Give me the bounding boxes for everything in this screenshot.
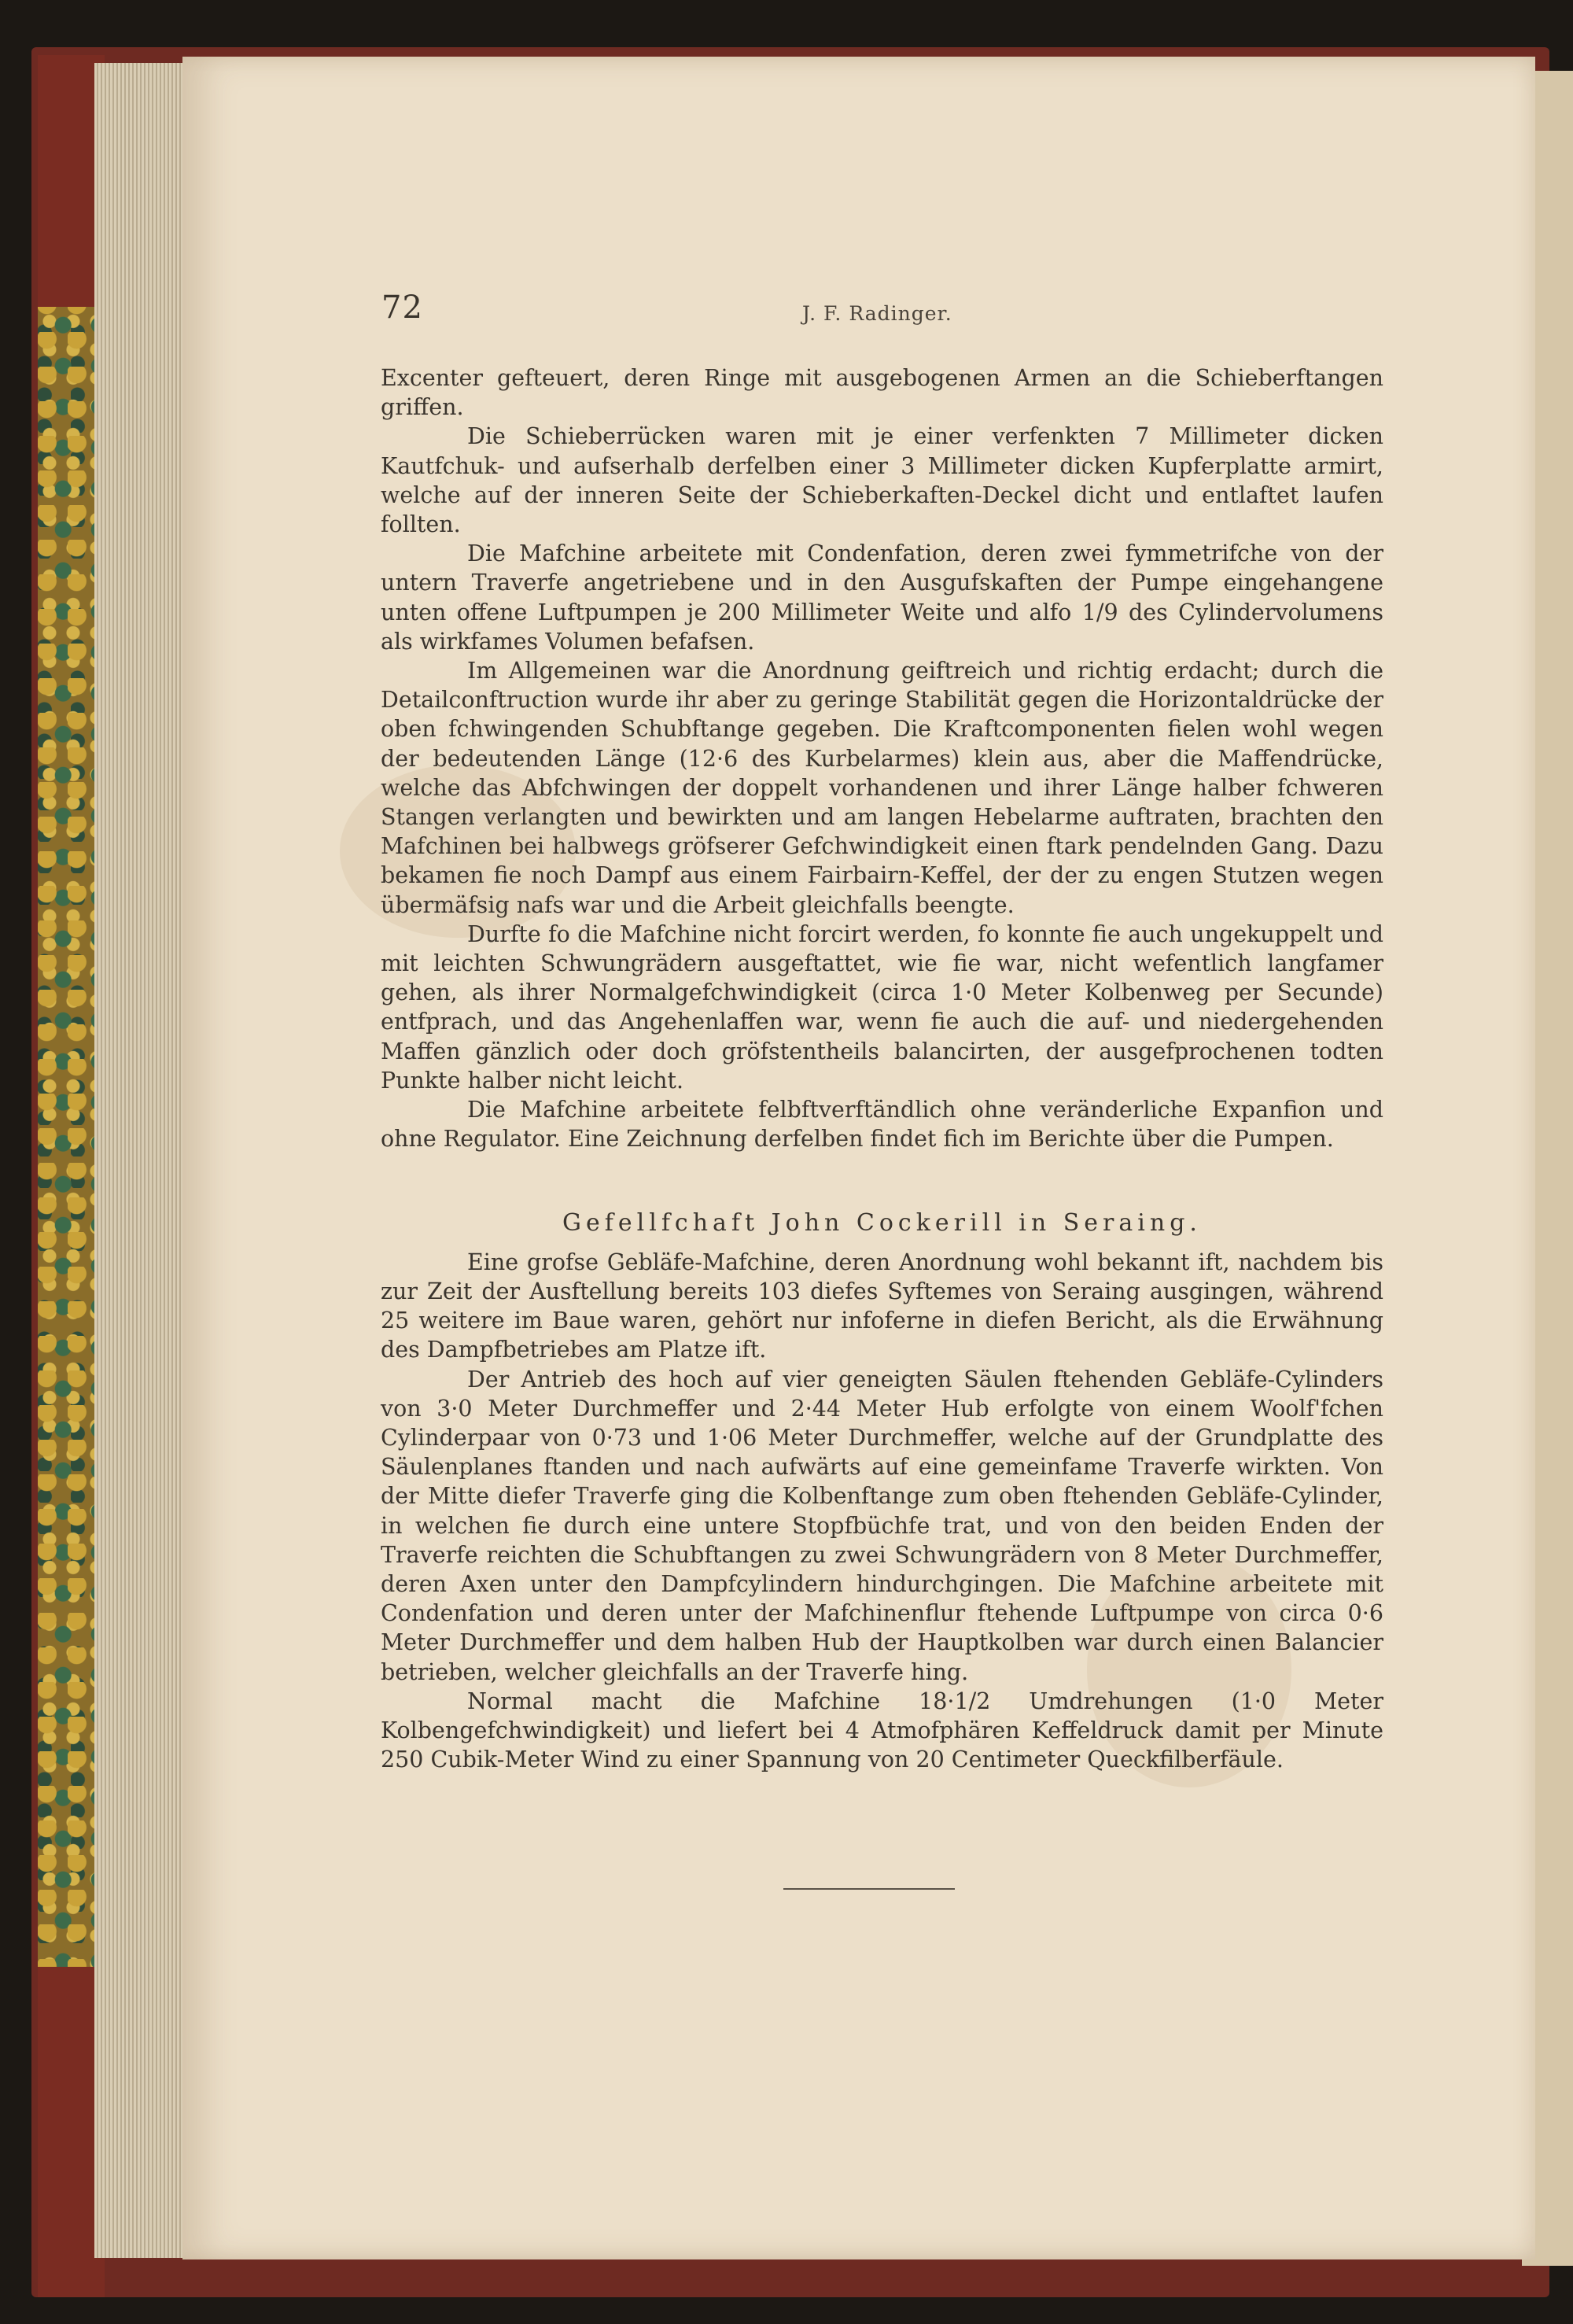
paragraph: Der Antrieb des hoch auf vier geneigten Säulen ftehenden Gebläfe-Cylinders von 3·0 Meter Durchmeffer und 2·44 Meter Hub erfolgte von einem Woolf'fchen Cylinderpaar von 0·73 und 1·06 Meter Durchmeffer, welche auf der Grundplatte des Säulenplanes ftanden und nach aufwärts auf eine gemeinfame Traverfe wirkten. Von der Mitte diefer Traverfe ging die Kolbenftange zum oben ftehenden Gebläfe-Cylinder, in welchen fie durch eine untere Stopfbüchfe trat, und von den beiden Enden der Traverfe reichten die Schubftangen zu zwei Schwungrädern von 8 Meter Durchmeffer, deren Axen unter den Dampfcylindern hindurchgingen. Die Mafchine arbeitete mit Condenfation und deren unter der Mafchinenflur ftehende Luftpumpe von circa 0·6 Meter Durchmeffer und dem halben Hub der Hauptkolben war durch einen Balancier betrieben, welcher gleichfalls an der Traverfe hing. xyxy=(381,1366,1383,1685)
end-rule xyxy=(783,1888,955,1890)
body-text xyxy=(381,363,1383,1774)
page-edges xyxy=(94,63,197,2258)
paragraph: Excenter gefteuert, deren Ringe mit ausgebogenen Armen an die Schieberftangen griffen. xyxy=(381,365,1383,421)
paragraph: Eine grofse Gebläfe-Mafchine, deren Anordnung wohl bekannt ift, nachdem bis zur Zeit der Ausftellung bereits 103 diefes Syftemes von Seraing ausgingen, während 25 weitere im Baue waren, gehört nur infoferne in diefen Bericht, als die Erwähnung des Dampfbetriebes am Platze ift. xyxy=(381,1249,1383,1363)
paragraph: Im Allgemeinen war die Anordnung geiftreich und richtig erdacht; durch die Detailconftruction wurde ihr aber zu geringe Stabilität gegen die Horizontaldrücke der oben fchwingenden Schubftange gegeben. Die Kraftcomponenten fielen wohl wegen der bedeutenden Länge (12·6 des Kurbelarmes) klein aus, aber die Maffendrücke, welche das Abfchwingen der doppelt vorhandenen und ihrer Länge halber fchweren Stangen verlangten und bewirkten und am langen Hebelarme auftraten, brachten den Mafchinen bei halbwegs gröfserer Gefchwindigkeit einen ftark pendelnden Gang. Dazu bekamen fie noch Dampf aus einem Fairbairn-Keffel, der der zu engen Stutzen wegen übermäfsig nafs war und die Arbeit gleichfalls beengte. xyxy=(381,658,1383,918)
paragraph: Durfte fo die Mafchine nicht forcirt werden, fo konnte fie auch ungekuppelt und mit leichten Schwungrädern ausgeftattet, wie fie war, nicht wefentlich langfamer gehen, als ihrer Normalgefchwindigkeit (circa 1·0 Meter Kolbenweg per Secunde) entfprach, und das Angehenlaffen war, wenn fie auch die auf- und niedergehenden Maffen gänzlich oder doch gröfstentheils balancirten, der ausgefprochenen todten Punkte halber nicht leicht. xyxy=(381,920,1383,1094)
paragraph: Die Mafchine arbeitete felbftverftändlich ohne veränderliche Expanfion und ohne Regulator. Eine Zeichnung derfelben findet fich im Berichte über die Pumpen. xyxy=(381,1097,1383,1153)
running-head: J. F. Radinger. xyxy=(802,302,952,325)
page-number: 72 xyxy=(381,290,423,326)
section-heading: Gefellfchaft John Cockerill in Seraing. xyxy=(562,1209,1202,1238)
paragraph: Normal macht die Mafchine 18·1/2 Umdrehungen (1·0 Meter Kolbengefchwindigkeit) und liefert bei 4 Atmofphären Keffeldruck damit per Minute 250 Cubik-Meter Wind zu einer Spannung von 20 Centimeter Queckfilberfäule. xyxy=(381,1688,1383,1773)
paragraph: Die Mafchine arbeitete mit Condenfation, deren zwei fymmetrifche von der untern Traverfe angetriebene und in den Ausgufskaften der Pumpe eingehangene unten offene Luftpumpen je 200 Millimeter Weite und alfo 1/9 des Cylindervolumens als wirkfames Volumen befafsen. xyxy=(381,540,1383,655)
paragraph: Die Schieberrücken waren mit je einer verfenkten 7 Millimeter dicken Kautfchuk- und aufserhalb derfelben einer 3 Millimeter dicken Kupferplatte armirt, welche auf der inneren Seite der Schieberkaften-Deckel dicht und entlaftet laufen follten. xyxy=(381,423,1383,538)
